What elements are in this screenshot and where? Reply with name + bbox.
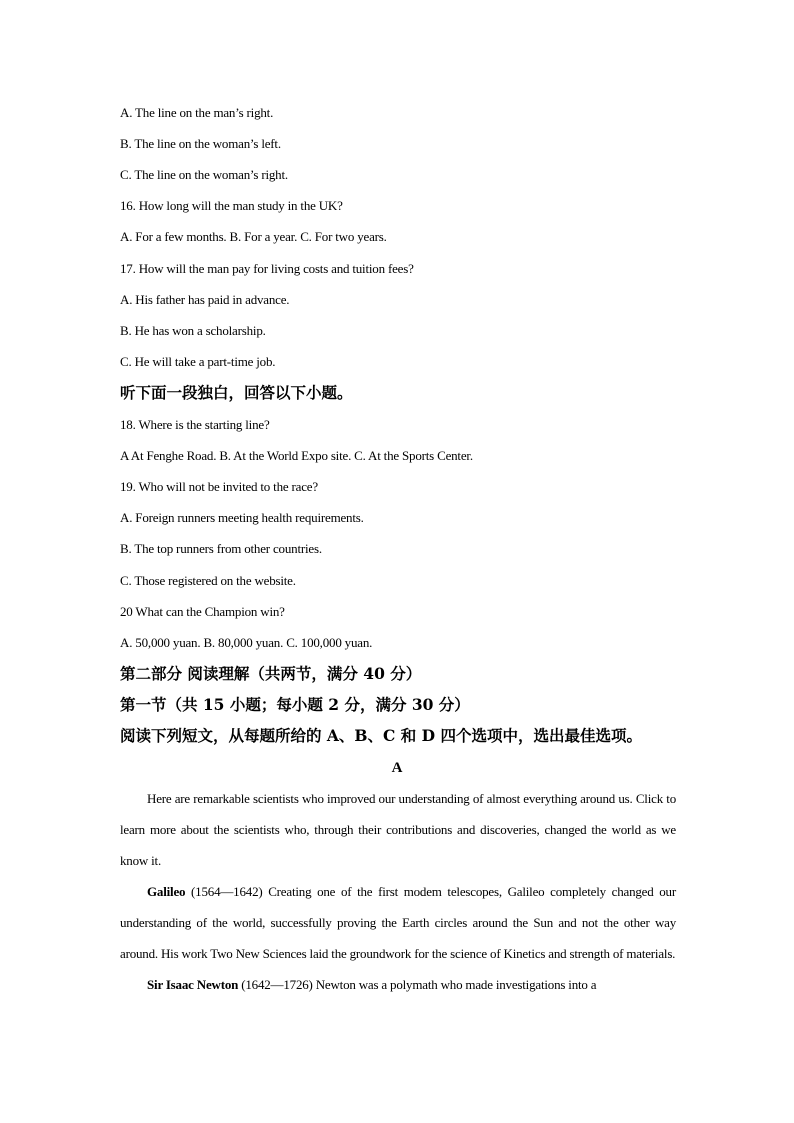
monologue-instruction: 听下面一段独白，回答以下小题。	[120, 383, 353, 402]
galileo-paragraph	[120, 876, 676, 969]
question-16: 16. How long will the man study in the UK?	[120, 198, 343, 213]
intro-paragraph: Here are remarkable scientists who improved our understanding of almost everything around us. Click to learn more about the scientists who, through their contributions and discoveries, changed the world as we know it.	[120, 791, 676, 868]
galileo-name: Galileo	[147, 884, 186, 899]
newton-name: Sir Isaac Newton	[147, 977, 239, 992]
option-15a: A. The line on the man’s right.	[120, 105, 274, 120]
option-17b: B. He has won a scholarship.	[120, 323, 266, 338]
passage-label: A	[391, 760, 403, 776]
section2-title: 第二部分 阅读理解（共两节，满分 40 分）	[120, 664, 422, 683]
question-19: 19. Who will not be invited to the race?	[120, 479, 318, 494]
options-16: A. For a few months. B. For a year. C. For two years.	[120, 229, 387, 244]
question-20: 20 What can the Champion win?	[120, 604, 285, 619]
option-15b: B. The line on the woman’s left.	[120, 136, 281, 151]
section2-part1: 第一节（共 15 小题；每小题 2 分，满分 30 分）	[120, 695, 470, 714]
option-17c: C. He will take a part-time job.	[120, 354, 276, 369]
options-20: A. 50,000 yuan. B. 80,000 yuan. C. 100,000 yuan.	[120, 635, 373, 650]
option-19b: B. The top runners from other countries.	[120, 541, 322, 556]
option-15c: C. The line on the woman’s right.	[120, 167, 288, 182]
question-17: 17. How will the man pay for living costs and tuition fees?	[120, 261, 414, 276]
newton-text: (1642—1726) Newton was a polymath who made investigations into a	[238, 977, 597, 992]
section2-instruction: 阅读下列短文，从每题所给的 A、B、C 和 D 四个选项中，选出最佳选项。	[120, 726, 642, 745]
option-19c: C. Those registered on the website.	[120, 573, 296, 588]
newton-paragraph	[120, 969, 676, 1000]
option-19a: A. Foreign runners meeting health requirements.	[120, 510, 364, 525]
option-17a: A. His father has paid in advance.	[120, 292, 290, 307]
question-18: 18. Where is the starting line?	[120, 417, 270, 432]
galileo-text: (1564—1642) Creating one of the first modem telescopes, Galileo completely changed our understanding of the world, successfully proving the Earth circles around the Sun and not the other way around. His work Two New Sciences laid the groundwork for the science of Kinetics and strength of materials.	[120, 884, 676, 961]
passage-body	[120, 783, 676, 1000]
options-18: A At Fenghe Road. B. At the World Expo site. C. At the Sports Center.	[120, 448, 473, 463]
